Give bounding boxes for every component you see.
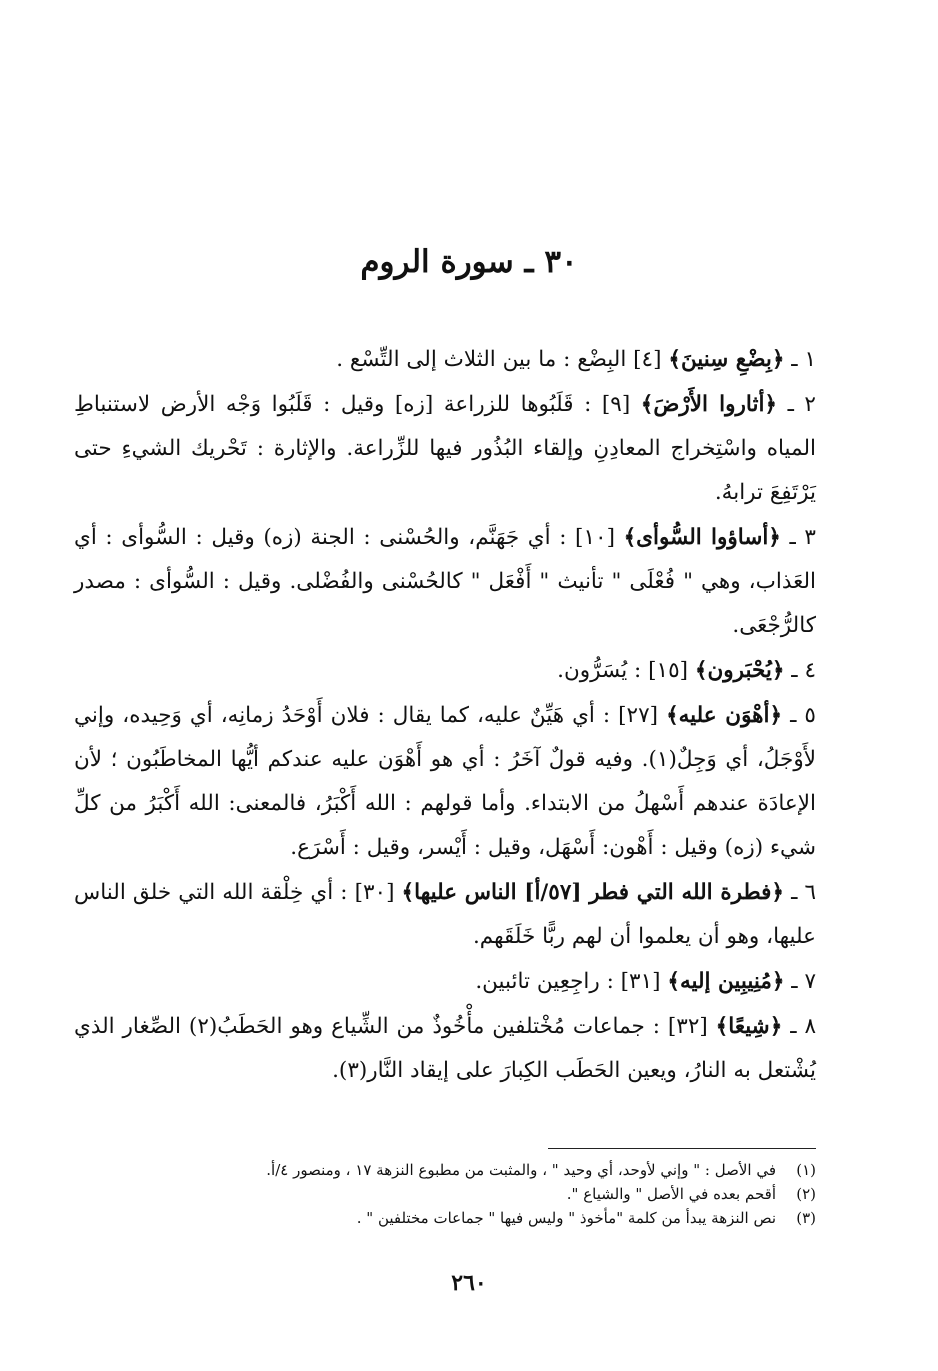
entry-explanation: [٢٧] : أي هَيِّنٌ عليه، كما يقال : فلان أَوْحَدُ زمانِه، أي وَحِيده، وإني لأَوْجَلُ، أي وَجِلٌ(١). وفيه قولٌ آخَرُ : أي هو أَهْوَن عليه عندكم أيُّها المخاطَبُون ؛ لأن الإعادَة عندهم أَسْهلُ من الابتداء. وأما قولهم : الله أَكْبَرُ، فالمعنى: الله أَكْبَرُ من كلِّ شيء (زه) وقيل : أَهْون: أَسْهَل، وقيل : أَيْسر، وقيل : أَسْرَع. — [74, 703, 816, 860]
entry-1 — [74, 338, 816, 382]
surah-title: ٣٠ ـ سورة الروم — [360, 244, 578, 280]
page-number: ٢٦٠ — [451, 1270, 487, 1296]
entry-explanation: [٣١] : راجِعِين تائبين. — [475, 969, 668, 994]
quran-quote: ﴿أساؤوا السُّوأى﴾ — [623, 525, 781, 550]
quran-quote: ﴿يُحْبَرون﴾ — [694, 658, 785, 683]
entry-number: ٦ ـ — [791, 880, 816, 905]
entry-3 — [74, 516, 816, 648]
entry-explanation: [٤] البِضْع : ما بين الثلاث إلى التِّسْع . — [336, 347, 669, 372]
entry-number: ٥ ـ — [790, 703, 816, 728]
entry-explanation: [٩] : قَلَبُوها للزراعة [زه] وقيل : قَلَبُوا وَجْه الأرض لاستنباطِ المياه واسْتِخراج المعادِنِ وإلقاء البُذُور فيها للزِّراعة. والإثارة : تَحْريك الشيءِ حتى يَرْتَفِعَ ترابهُ. — [74, 392, 816, 505]
quran-quote: ﴿أهْوَن عليه﴾ — [666, 703, 783, 728]
entry-explanation: [١٥] : يُسَرُّون. — [557, 658, 695, 683]
entry-number: ٣ ـ — [789, 525, 816, 550]
quran-quote: ﴿فطرة الله التي فطر [٥٧/أ] الناس عليها﴾ — [401, 880, 784, 905]
footnote-text: نص النزهة يبدأ من كلمة "مأخوذ " وليس فيها " جماعات مختلفين " . — [356, 1209, 776, 1227]
footnote-text: أقحم بعده في الأصل " والشياع ". — [566, 1185, 776, 1203]
entry-4 — [74, 649, 816, 693]
footnote-number: (٣) — [796, 1209, 816, 1227]
quran-quote: ﴿مُنِيبِين إليه﴾ — [667, 969, 785, 994]
footnote-1 — [74, 1158, 816, 1182]
quran-quote: ﴿بِضْعِ سِنينَ﴾ — [668, 347, 785, 372]
footnote-3 — [74, 1206, 816, 1230]
entry-2 — [74, 383, 816, 515]
entry-5 — [74, 694, 816, 870]
footnotes — [74, 1158, 816, 1230]
entry-number: ٧ ـ — [791, 969, 816, 994]
footnote-divider — [548, 1148, 816, 1149]
entry-explanation: [٣٢] : جماعات مُخْتلفين مأْخُوذٌ من الشِّياع وهو الحَطَبُ(٢) الصِّغار الذي يُشْتعل به النارُ، ويعين الحَطَب الكِبارَ على إيقاد النَّار(٣). — [74, 1014, 816, 1083]
quran-quote: ﴿شِيعًا﴾ — [715, 1014, 783, 1039]
quran-quote: ﴿أثاروا الأَرْضَ﴾ — [640, 392, 778, 417]
entry-7 — [74, 960, 816, 1004]
entry-explanation: [١٠] : أي جَهَنَّم، والحُسْنى : الجنة (زه) وقيل : السُّوأى : أي العَذاب، وهي " فُعْلَى " تأنيث " أَفْعَل " كالحُسْنى والفُضْلى. وقيل : السُّوأى : مصدر كالرُّجْعَى. — [74, 525, 816, 638]
entry-number: ٨ ـ — [790, 1014, 816, 1039]
footnote-number: (٢) — [796, 1185, 816, 1203]
footnote-2 — [74, 1182, 816, 1206]
entry-number: ١ ـ — [791, 347, 816, 372]
entry-explanation: [٣٠] : أي خِلْقة الله التي خلق الناس عليها، وهو أن يعلموا أن لهم ربًّا خَلَقَهم. — [74, 880, 816, 949]
entries-list — [74, 338, 816, 1093]
entry-6 — [74, 871, 816, 959]
entry-number: ٢ ـ — [787, 392, 816, 417]
entry-8 — [74, 1005, 816, 1093]
footnote-text: في الأصل : " وإني لأوحد، أي وحيد " ، والمثبت من مطبوع النزهة ١٧ ، ومنصور ٤/أ. — [266, 1161, 776, 1179]
footnote-number: (١) — [796, 1161, 816, 1179]
entry-number: ٤ ـ — [791, 658, 816, 683]
